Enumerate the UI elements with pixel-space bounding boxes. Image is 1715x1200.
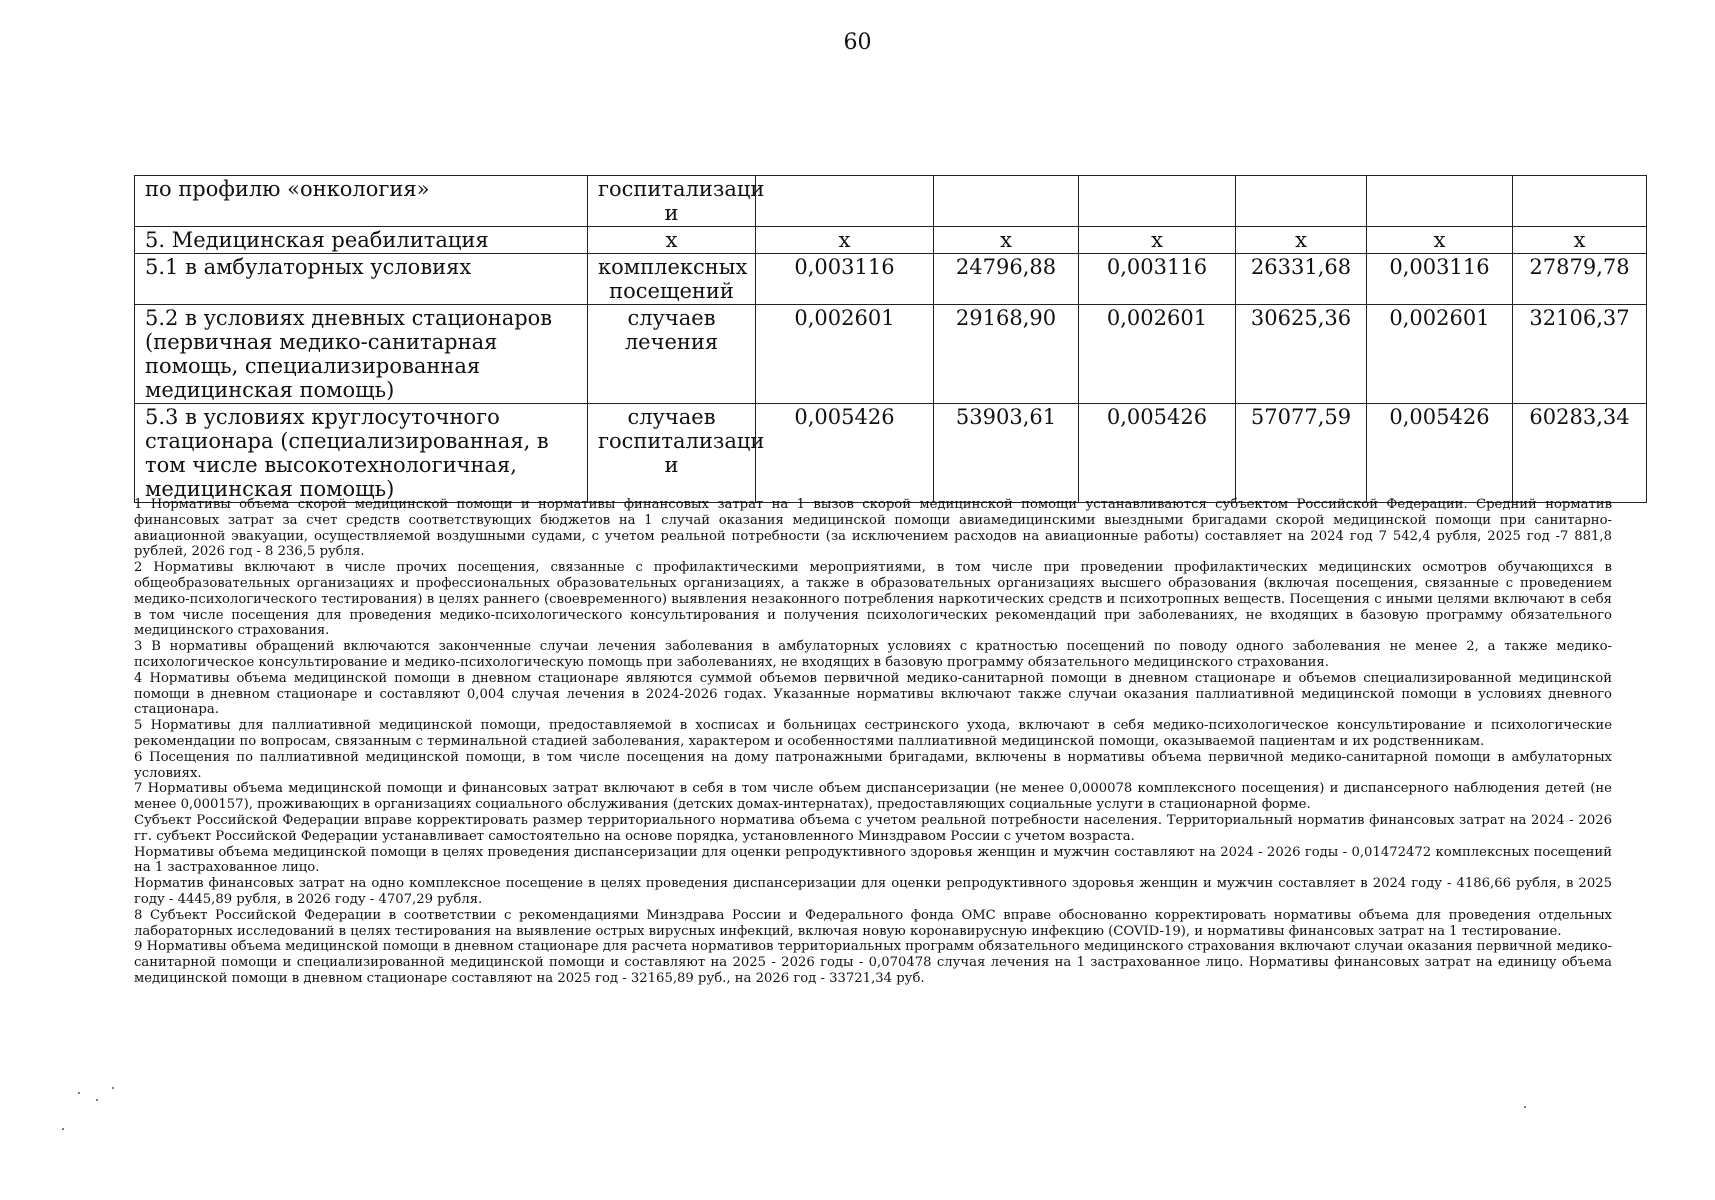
row-label: 5.3 в условиях круглосуточного стационара (специализированная, в том числе высокотехнологичная, медицинская помощь)	[135, 404, 588, 503]
value-cell	[1367, 176, 1513, 227]
page-number: 60	[843, 30, 872, 55]
footnote: Нормативы объема медицинской помощи в целях проведения диспансеризации для оценки репродуктивного здоровья женщин и мужчин составляют на 2024 - 2026 годы - 0,01472472 комплексных посещений на 1 застрахованное лицо.	[134, 844, 1612, 876]
footnote: 9 Нормативы объема медицинской помощи в дневном стационаре для расчета нормативов территориальных программ обязательного медицинского страхования включают случаи оказания первичной медико-санитарной помощи и специализированной медицинской помощи и составляют на 2025 - 2026 годы - 0,070478 случая лечения на 1 застрахованное лицо. Нормативы финансовых затрат на единицу объема медицинской помощи в дневном стационаре составляют на 2025 год - 32165,89 руб., на 2026 год - 33721,34 руб.	[134, 939, 1612, 986]
table-row	[135, 176, 1647, 227]
scan-speck	[1524, 1106, 1526, 1108]
scan-speck	[78, 1092, 80, 1094]
value-cell: 26331,68	[1236, 254, 1367, 305]
row-label: по профилю «онкология»	[135, 176, 588, 227]
row-label: 5.1 в амбулаторных условиях	[135, 254, 588, 305]
value-cell: х	[1367, 227, 1513, 254]
footnotes	[134, 497, 1612, 987]
value-cell: х	[1513, 227, 1647, 254]
value-cell: 0,003116	[1367, 254, 1513, 305]
value-cell: 0,003116	[1079, 254, 1236, 305]
table-row	[135, 254, 1647, 305]
value-cell: х	[1236, 227, 1367, 254]
value-cell: 24796,88	[934, 254, 1079, 305]
value-cell: х	[756, 227, 934, 254]
row-unit: госпитализаци и	[588, 176, 756, 227]
footnote: 7 Нормативы объема медицинской помощи и финансовых затрат включают в себя в том числе объем диспансеризации (не менее 0,000078 комплексного посещения) и диспансерного наблюдения детей (не менее 0,000157), проживающих в организациях социального обслуживания (детских домах-интернатах), предоставляющих социальные услуги в стационарной форме.	[134, 781, 1612, 813]
scan-speck	[112, 1087, 114, 1089]
value-cell: 32106,37	[1513, 305, 1647, 404]
value-cell: 0,002601	[756, 305, 934, 404]
value-cell: х	[1079, 227, 1236, 254]
value-cell	[1513, 176, 1647, 227]
footnote: Норматив финансовых затрат на одно комплексное посещение в целях проведения диспансеризации для оценки репродуктивного здоровья женщин и мужчин составляет в 2024 году - 4186,66 рубля, в 2025 году - 4445,89 рубля, в 2026 году - 4707,29 рубля.	[134, 876, 1612, 907]
value-cell: 29168,90	[934, 305, 1079, 404]
value-cell	[756, 176, 934, 227]
value-cell: 0,005426	[1367, 404, 1513, 503]
value-cell: 60283,34	[1513, 404, 1647, 503]
value-cell: х	[934, 227, 1079, 254]
footnote: Субъект Российской Федерации вправе корректировать размер территориального норматива объема с учетом реальной потребности населения. Территориальный норматив финансовых затрат на 2024 - 2026 гг. субъект Российской Федерации устанавливает самостоятельно на основе порядка, установленного Минздравом России с учетом возраста.	[134, 812, 1612, 844]
footnote: 4 Нормативы объема медицинской помощи в дневном стационаре являются суммой объемов первичной медико-санитарной помощи в дневном стационаре и объемов специализированной медицинской помощи в дневном стационаре и составляют 0,004 случая лечения в 2024-2026 годах. Указанные нормативы включают также случаи оказания паллиативной медицинской помощи в условиях дневного стационара.	[134, 670, 1612, 718]
value-cell: 0,005426	[756, 404, 934, 503]
footnote: 8 Субъект Российской Федерации в соответствии с рекомендациями Минздрава России и Федерального фонда ОМС вправе обоснованно корректировать нормативы объема для проведения отдельных лабораторных исследований в целях тестирования на выявление острых вирусных инфекций, включая новую коронавирусную инфекцию (COVID-19), и нормативы финансовых затрат на 1 тестирование.	[134, 907, 1612, 939]
scan-speck	[62, 1128, 64, 1130]
table-row	[135, 404, 1647, 503]
footnote: 6 Посещения по паллиативной медицинской помощи, в том числе посещения на дому патронажными бригадами, включены в нормативы объема первичной медико-санитарной помощи в амбулаторных условиях.	[134, 749, 1612, 781]
value-cell: 53903,61	[934, 404, 1079, 503]
value-cell: 27879,78	[1513, 254, 1647, 305]
value-cell: 0,002601	[1079, 305, 1236, 404]
row-label: 5. Медицинская реабилитация	[135, 227, 588, 254]
table-row	[135, 227, 1647, 254]
footnote: 1 Нормативы объема скорой медицинской помощи и нормативы финансовых затрат на 1 вызов скорой медицинской помощи устанавливаются субъектом Российской Федерации. Средний норматив финансовых затрат за счет средств соответствующих бюджетов на 1 случай оказания медицинской помощи авиамедицинскими выездными бригадами скорой медицинской помощи при санитарно-авиационной эвакуации, осуществляемой воздушными судами, с учетом реальной потребности (за исключением расходов на авиационные работы) составляет на 2024 год 7 542,4 рубля, 2025 год -7 881,8 рублей, 2026 год - 8 236,5 рубля.	[134, 497, 1612, 560]
footnote: 5 Нормативы для паллиативной медицинской помощи, предоставляемой в хосписах и больницах сестринского ухода, включают в себя медико-психологическое консультирование и психологические рекомендации по вопросам, связанным с терминальной стадией заболевания, характером и особенностями паллиативной медицинской помощи, оказываемой пациентам и их родственникам.	[134, 718, 1612, 749]
value-cell: 30625,36	[1236, 305, 1367, 404]
footnote: 3 В нормативы обращений включаются законченные случаи лечения заболевания в амбулаторных условиях с кратностью посещений по поводу одного заболевания не менее 2, а также медико-психологическое консультирование и медико-психологическую помощь при заболеваниях, не входящих в базовую программу обязательного медицинского страхования.	[134, 639, 1612, 670]
scan-speck	[96, 1099, 98, 1101]
value-cell	[934, 176, 1079, 227]
row-unit: комплексных посещений	[588, 254, 756, 305]
row-unit: х	[588, 227, 756, 254]
row-unit: случаев госпитализаци и	[588, 404, 756, 503]
value-cell	[1236, 176, 1367, 227]
value-cell: 57077,59	[1236, 404, 1367, 503]
table-row	[135, 305, 1647, 404]
value-cell: 0,003116	[756, 254, 934, 305]
value-cell: 0,005426	[1079, 404, 1236, 503]
row-unit: случаев лечения	[588, 305, 756, 404]
row-label: 5.2 в условиях дневных стационаров (первичная медико-санитарная помощь, специализированная медицинская помощь)	[135, 305, 588, 404]
value-cell	[1079, 176, 1236, 227]
footnote: 2 Нормативы включают в числе прочих посещения, связанные с профилактическими мероприятиями, в том числе при проведении профилактических медицинских осмотров обучающихся в общеобразовательных организациях и профессиональных образовательных организациях, а также в образовательных организациях высшего образования (включая посещения, связанные с проведением медико-психологического тестирования) в целях раннего (своевременного) выявления незаконного потребления наркотических средств и психотропных веществ. Посещения с иными целями включают в себя в том числе посещения для проведения медико-психологического консультирования и получения психологических рекомендаций при заболеваниях, не входящих в базовую программу обязательного медицинского страхования.	[134, 560, 1612, 639]
normatives-table	[134, 175, 1647, 503]
value-cell: 0,002601	[1367, 305, 1513, 404]
